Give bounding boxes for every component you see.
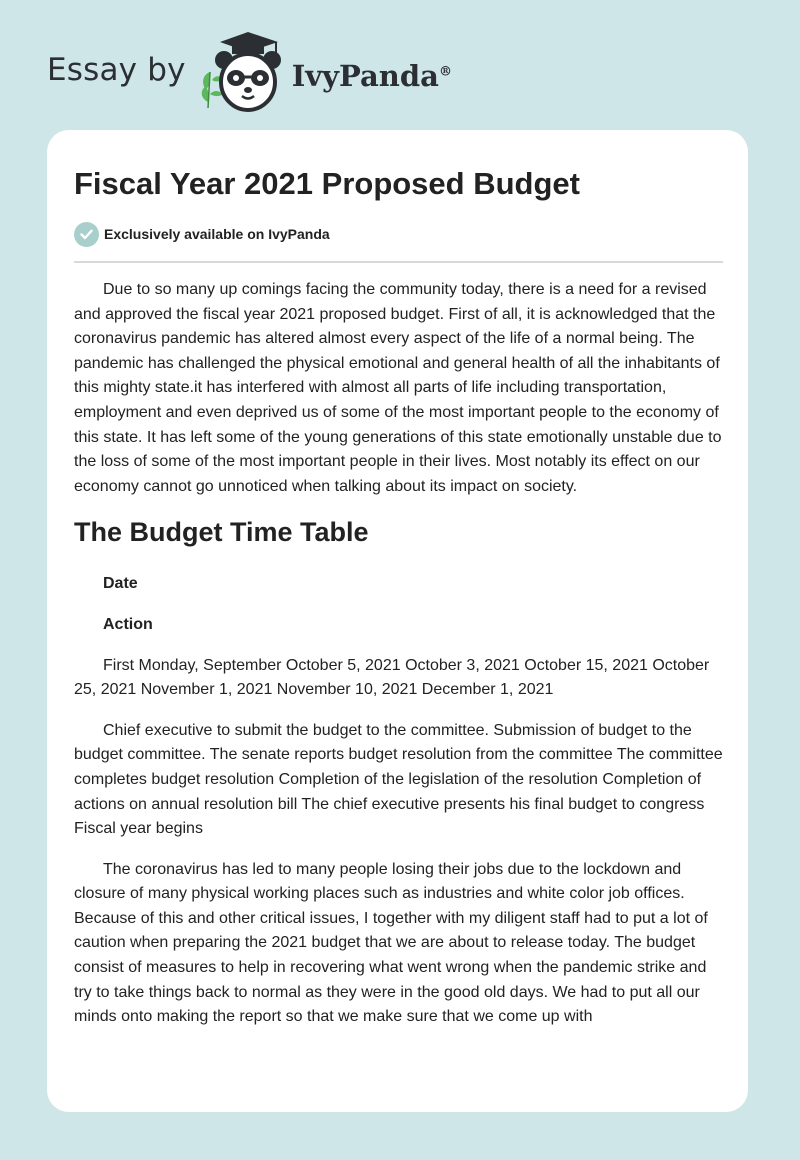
exclusive-badge bbox=[74, 221, 330, 247]
table-label-action: Action bbox=[103, 615, 153, 633]
check-badge bbox=[74, 222, 99, 247]
title-divider bbox=[74, 261, 723, 263]
dates-paragraph: First Monday, September October 5, 2021 October 3, 2021 October 15, 2021 October 25, 2021 November 1, 2021 November 10, 2021 December 1, 2021 bbox=[74, 656, 710, 699]
table-label-date: Date bbox=[103, 575, 138, 593]
intro-paragraph: Due to so many up comings facing the community today, there is a need for a revised and approved the fiscal year 2021 proposed budget. First of all, it is acknowledged that the coronavirus pandemic has altered almost every aspect of the life of a normal being. The pandemic has challenged the physical emotional and general health of all the inhabitants of this mighty state.it has interfered with almost all parts of life including transportation, employment and even deprived us of some of the most important people to the economy of this state. It has left some of the young generations of this state emotionally unstable due to the loss of some of the most important people in their lives. Most notably its effect on our economy cannot go unnoticed when talking about its impact on society. bbox=[74, 281, 722, 495]
panda-logo-icon[interactable] bbox=[198, 30, 290, 116]
brand-prefix: Essay by bbox=[47, 52, 186, 88]
brand-name[interactable]: IvyPanda® bbox=[291, 59, 452, 93]
site-header bbox=[47, 30, 452, 116]
check-icon bbox=[80, 229, 93, 240]
essay-card bbox=[47, 130, 748, 1112]
exclusive-label: Exclusively available on IvyPanda bbox=[104, 226, 330, 242]
body-paragraph: The coronavirus has led to many people losing their jobs due to the lockdown and closure of many physical working places such as industries and white color job offices. Because of this and other critical issues, I together with my diligent staff had to put a lot of caution when preparing the 2021 budget that we are about to release today. The budget consist of measures to help in recovering what went wrong when the pandemic strike and try to take things back to normal as they were in the good old days. We had to put all our minds onto making the report so that we make sure that we come up with bbox=[74, 860, 708, 1026]
actions-paragraph: Chief executive to submit the budget to the committee. Submission of budget to the budget committee. The senate reports budget resolution from the committee The committee completes budget resolution Completion of the legislation of the resolution Completion of actions on annual resolution bill The chief executive presents his final budget to congress Fiscal year begins bbox=[74, 721, 723, 838]
essay-body bbox=[74, 278, 723, 1046]
section-heading: The Budget Time Table bbox=[74, 517, 369, 548]
registered-mark: ® bbox=[438, 64, 452, 80]
page-title: Fiscal Year 2021 Proposed Budget bbox=[74, 166, 580, 201]
